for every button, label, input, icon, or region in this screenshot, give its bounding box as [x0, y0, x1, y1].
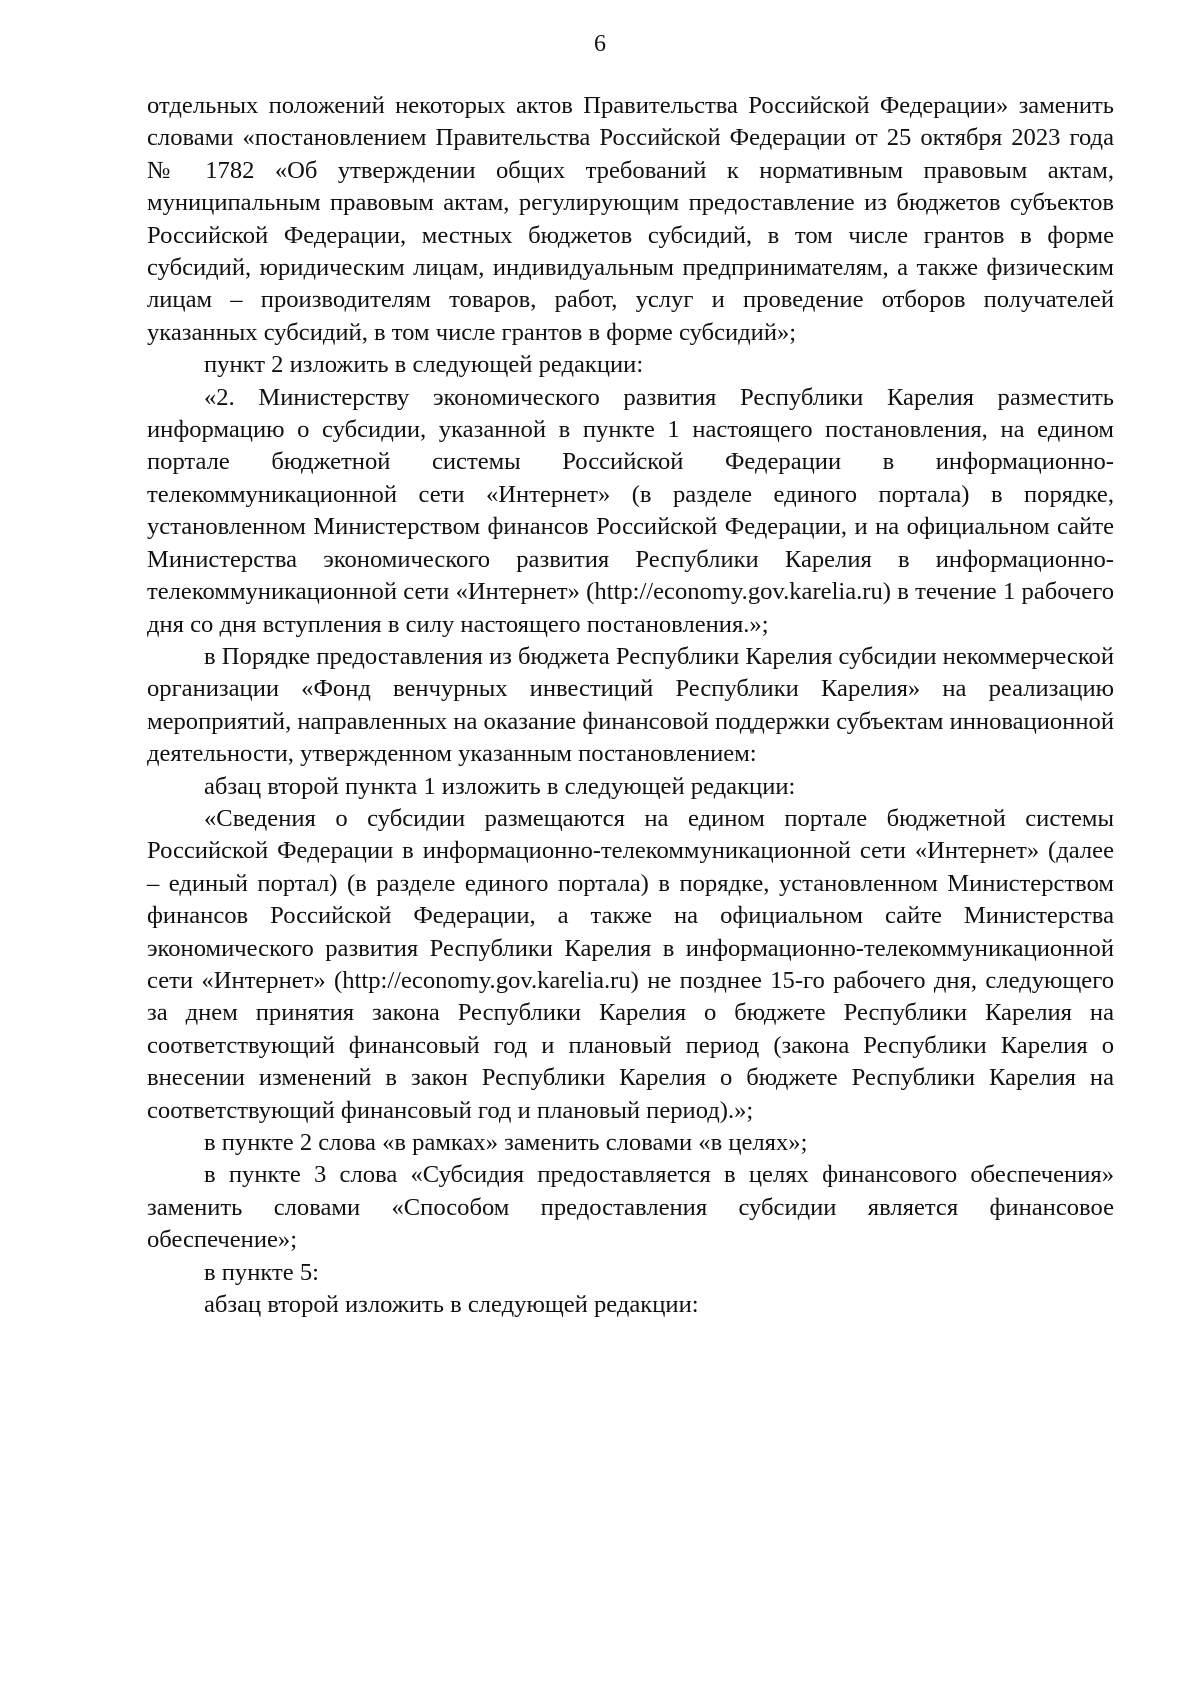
paragraph-procedure-intro: в Порядке предоставления из бюджета Республики Карелия субсидии некоммерческой организации «Фонд венчурных инвестиций Республики Карелия» на реализацию мероприятий, направленных на оказание финансовой поддержки субъектам инновационной деятельности, утвержденном указанным постановлением:	[147, 642, 1114, 768]
page-number: 6	[594, 31, 606, 57]
paragraph-item-1-heading: абзац второй пункта 1 изложить в следующей редакции:	[204, 772, 796, 800]
paragraph-item-2-text: «2. Министерству экономического развития Республики Карелия разместить информацию о субсидии, указанной в пункте 1 настоящего постановления, на едином портале бюджетной системы Российской Федерации в информационно-телекоммуникационной сети «Интернет» (в разделе единого портала) в порядке, установленном Министерством финансов Российской Федерации, и на официальном сайте Министерства экономического развития Республики Карелия в информационно-телекоммуникационной сети «Интернет» (http://economy.gov.karelia.ru) в течение 1 рабочего дня со дня вступления в силу настоящего постановления.»;	[147, 383, 1114, 638]
paragraph-continuation: отдельных положений некоторых актов Правительства Российской Федерации» заменить словами «постановлением Правительства Российской Федерации от 25 октября 2023 года № 1782 «Об утверждении общих требований к нормативным правовым актам, муниципальным правовым актам, регулирующим предоставление из бюджетов субъектов Российской Федерации, местных бюджетов субсидий, в том числе грантов в форме субсидий, юридическим лицам, индивидуальным предпринимателям, а также физическим лицам – производителям товаров, работ, услуг и проведение отборов получателей указанных субсидий, в том числе грантов в форме субсидий»;	[147, 92, 1114, 346]
paragraph-item-2-heading: пункт 2 изложить в следующей редакции:	[204, 351, 644, 379]
paragraph-item-2-amendment: в пункте 2 слова «в рамках» заменить словами «в целях»;	[204, 1129, 808, 1156]
paragraph-item-3-amendment: в пункте 3 слова «Субсидия предоставляется в целях финансового обеспечения» заменить словами «Способом предоставления субсидии является финансовое обеспечение»;	[147, 1161, 1114, 1254]
paragraph-item-5-subheading: абзац второй изложить в следующей редакции:	[204, 1291, 699, 1319]
paragraph-item-1-text: «Сведения о субсидии размещаются на едином портале бюджетной системы Российской Федерации в информационно-телекоммуникационной сети «Интернет» (далее – единый портал) (в разделе единого портала) в порядке, установленном Министерством финансов Российской Федерации, а также на официальном сайте Министерства экономического развития Республики Карелия в информационно-телекоммуникационной сети «Интернет» (http://economy.gov.karelia.ru) не позднее 15-го рабочего дня, следующего за днем принятия закона Республики Карелия о бюджете Республики Карелия на соответствующий финансовый год и плановый период (закона Республики Карелия о внесении изменений в закон Республики Карелия о бюджете Республики Карелия на соответствующий финансовый год и плановый период).»;	[147, 804, 1114, 1124]
paragraph-item-5-heading: в пункте 5:	[204, 1258, 319, 1286]
document-body	[147, 90, 1114, 1321]
